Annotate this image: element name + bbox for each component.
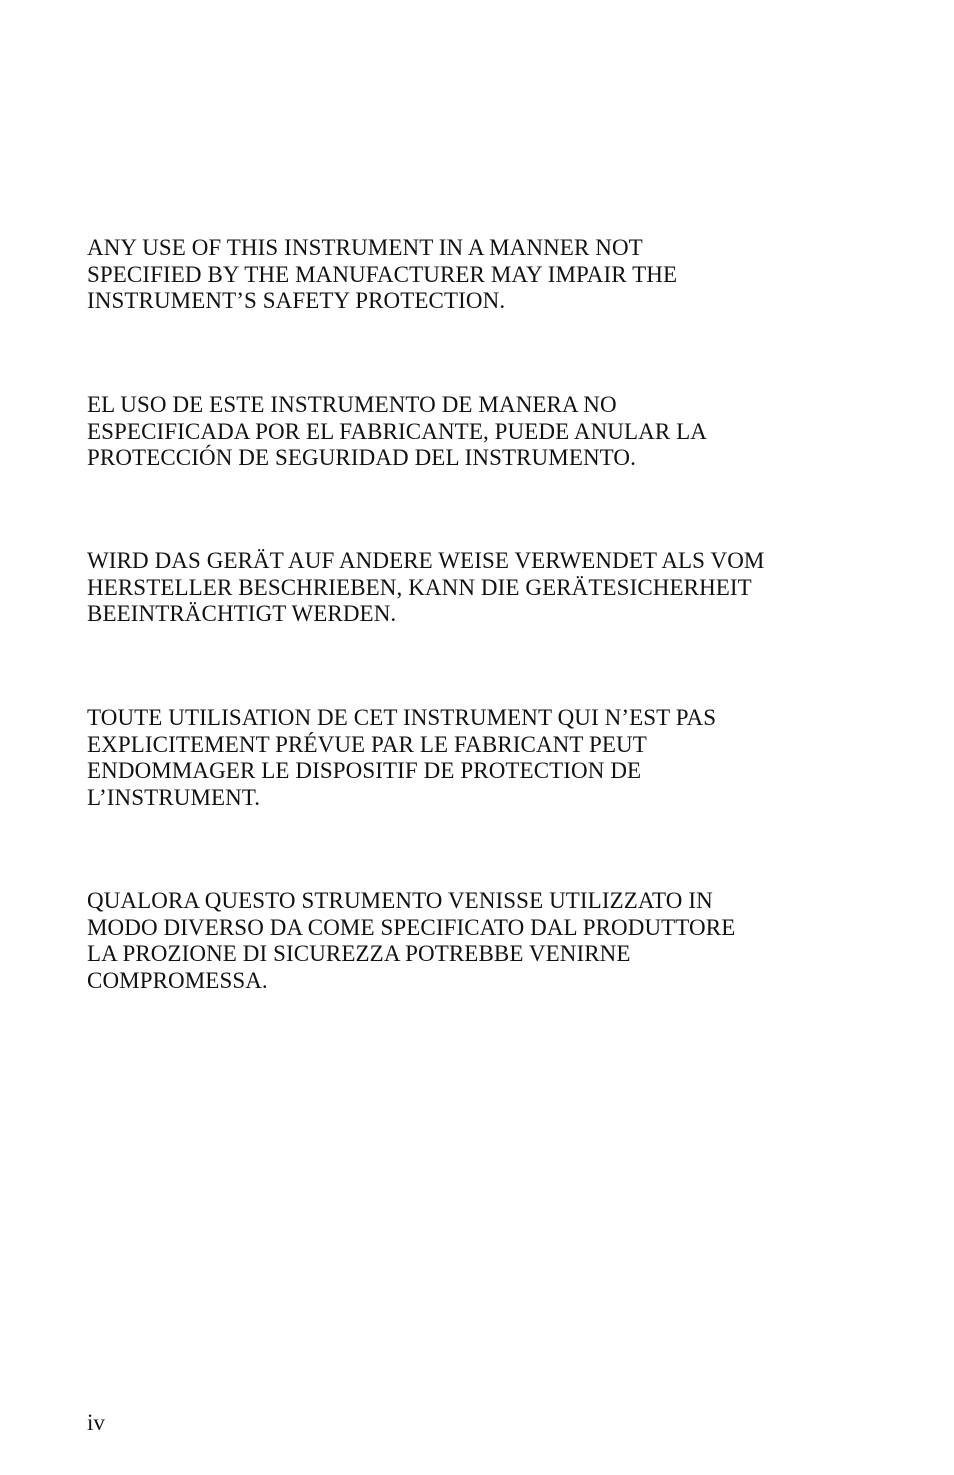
notice-line: ANY USE OF THIS INSTRUMENT IN A MANNER NOT	[87, 235, 643, 260]
safety-notice-english	[87, 235, 887, 315]
notice-line: LA PROZIONE DI SICUREZZA POTREBBE VENIRNE	[87, 941, 631, 966]
notice-line: INSTRUMENT’S SAFETY PROTECTION.	[87, 288, 506, 313]
notice-line: BEEINTRÄCHTIGT WERDEN.	[87, 601, 397, 626]
safety-notice-german	[87, 548, 887, 628]
notice-line: ESPECIFICADA POR EL FABRICANTE, PUEDE ANULAR LA	[87, 418, 707, 444]
notice-line: COMPROMESSA.	[87, 967, 268, 993]
notice-line: QUALORA QUESTO STRUMENTO VENISSE UTILIZZATO IN	[87, 888, 713, 913]
notice-line: EXPLICITEMENT PRÉVUE PAR LE FABRICANT PEUT	[87, 731, 647, 757]
notice-line: HERSTELLER BESCHRIEBEN, KANN DIE GERÄTESICHERHEIT	[87, 574, 752, 600]
notice-line: EL USO DE ESTE INSTRUMENTO DE MANERA NO	[87, 392, 617, 417]
notice-line: PROTECCIÓN DE SEGURIDAD DEL INSTRUMENTO.	[87, 445, 636, 470]
safety-notice-italian	[87, 888, 887, 994]
notice-line: L’INSTRUMENT.	[87, 784, 261, 810]
notice-line: MODO DIVERSO DA COME SPECIFICATO DAL PRODUTTORE	[87, 914, 736, 940]
page-number: iv	[87, 1410, 105, 1435]
safety-notice-spanish	[87, 392, 887, 472]
notice-line: SPECIFIED BY THE MANUFACTURER MAY IMPAIR THE	[87, 261, 678, 287]
notice-line: ENDOMMAGER LE DISPOSITIF DE PROTECTION DE	[87, 758, 642, 783]
notice-line: TOUTE UTILISATION DE CET INSTRUMENT QUI N’EST PAS	[87, 705, 717, 730]
safety-notice-french	[87, 705, 887, 811]
notice-line: WIRD DAS GERÄT AUF ANDERE WEISE VERWENDET ALS VOM	[87, 548, 765, 573]
